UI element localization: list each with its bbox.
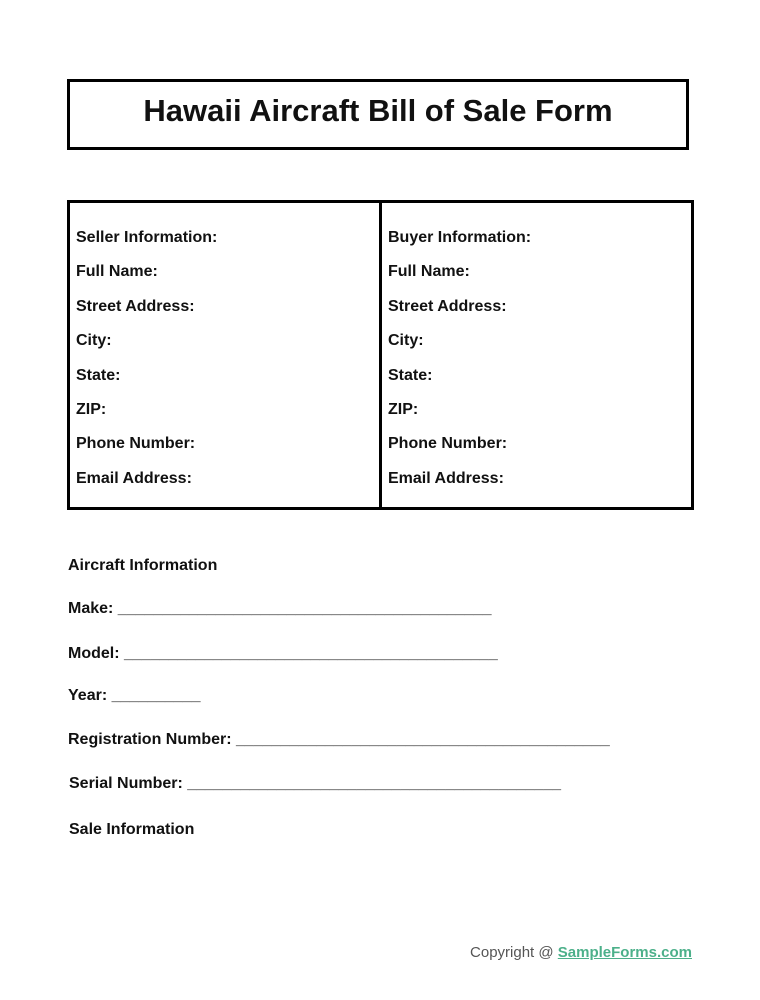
aircraft-info-heading: Aircraft Information: [68, 557, 218, 574]
seller-phone-label: Phone Number:: [76, 435, 196, 453]
seller-city-label: City:: [76, 332, 112, 350]
sale-info-heading: Sale Information: [69, 821, 195, 838]
registration-number-field[interactable]: Registration Number: __________________________________________: [68, 731, 610, 748]
seller-full-name-label: Full Name:: [76, 263, 158, 281]
party-info-table: [67, 200, 694, 510]
seller-email-label: Email Address:: [76, 469, 192, 487]
make-field[interactable]: Make: __________________________________________: [68, 600, 492, 617]
buyer-heading: Buyer Information:: [388, 229, 532, 246]
buyer-phone-label: Phone Number:: [388, 435, 508, 453]
buyer-state-label: State:: [388, 366, 433, 384]
buyer-city-label: City:: [388, 332, 424, 350]
brand-link[interactable]: SampleForms.com: [557, 944, 692, 961]
seller-state-label: State:: [76, 366, 121, 384]
buyer-column: [382, 203, 691, 507]
seller-zip-label: ZIP:: [76, 400, 107, 418]
buyer-email-label: Email Address:: [388, 469, 504, 487]
model-field[interactable]: Model: __________________________________________: [68, 645, 498, 662]
title-box: [67, 79, 689, 150]
seller-heading: Seller Information:: [76, 229, 218, 246]
copyright-prefix: Copyright @: [470, 944, 558, 961]
form-title: Hawaii Aircraft Bill of Sale Form: [143, 93, 613, 128]
buyer-street-address-label: Street Address:: [388, 297, 507, 315]
buyer-full-name-label: Full Name:: [388, 263, 470, 281]
buyer-zip-label: ZIP:: [388, 400, 419, 418]
year-field[interactable]: Year: __________: [68, 687, 201, 704]
seller-column: [70, 203, 382, 507]
serial-number-field[interactable]: Serial Number: __________________________________________: [69, 775, 561, 792]
copyright-footer: [470, 944, 692, 961]
seller-street-address-label: Street Address:: [76, 297, 195, 315]
